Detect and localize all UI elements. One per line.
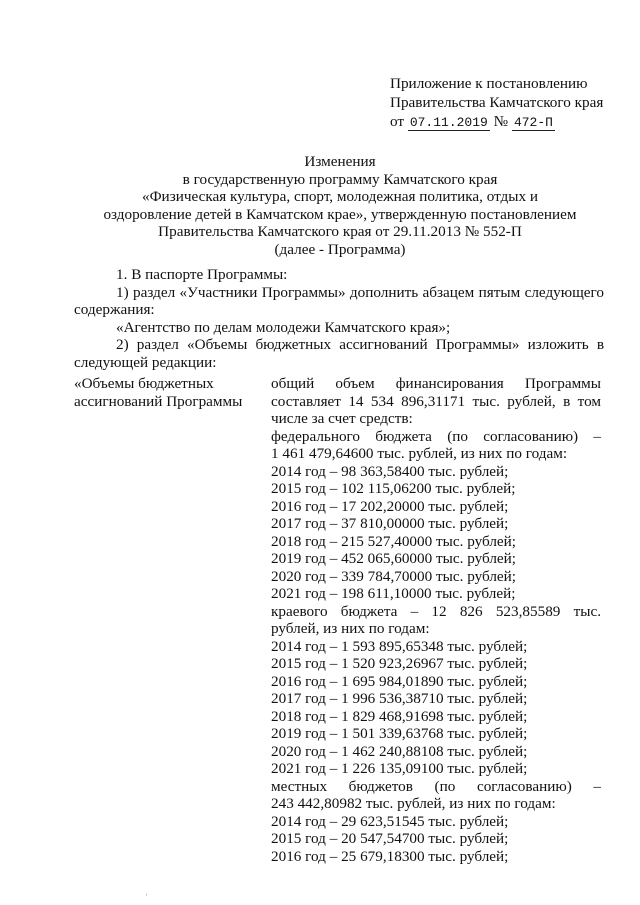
budget-line: 2018 год – 1 829 468,91698 тыс. рублей; (271, 707, 528, 725)
budget-line: 2018 год – 215 527,40000 тыс. рублей; (271, 532, 516, 550)
budget-line: 2016 год – 17 202,20000 тыс. рублей; (271, 497, 509, 515)
number-prefix: № (493, 113, 509, 130)
budget-line: 2015 год – 20 547,54700 тыс. рублей; (271, 830, 509, 847)
label-line: ассигнований Программы (74, 392, 243, 410)
budget-line: рублей, из них по годам: (271, 620, 430, 637)
appendix-header (390, 74, 603, 131)
appendix-line-2: Правительства Камчатского края (390, 94, 604, 111)
budget-line: 1 461 479,64600 тыс. рублей, из них по годам: (271, 445, 568, 462)
budget-line: 2016 год – 25 679,18300 тыс. рублей; (271, 847, 509, 865)
budget-line: 2020 год – 1 462 240,88108 тыс. рублей; (271, 742, 528, 760)
budget-line: 2016 год – 1 695 984,01890 тыс. рублей; (271, 672, 528, 690)
date-value: 07.11.2019 (409, 115, 488, 130)
number-value: 472-П (513, 115, 553, 130)
budget-table-label (74, 375, 264, 410)
paragraph-2-line-1: 1) раздел «Участники Программы» дополнить абзацем пятым следующего (116, 283, 604, 301)
budget-line: 2020 год – 339 784,70000 тыс. рублей; (271, 567, 516, 585)
title-line: оздоровление детей в Камчатском крае», утвержденную постановлением (103, 205, 577, 223)
budget-line: местных бюджетов (по согласованию) – (271, 777, 601, 795)
paragraph-3: «Агентство по делам молодежи Камчатского края»; (116, 318, 451, 336)
label-line: «Объемы бюджетных (74, 375, 214, 392)
budget-line: федерального бюджета (по согласованию) – (271, 427, 601, 445)
document-title (70, 153, 610, 259)
paragraph-2-line-2: содержания: (74, 301, 155, 319)
budget-line: 2014 год – 29 623,51545 тыс. рублей; (271, 812, 509, 830)
budget-line: общий объем финансирования Программы (271, 375, 601, 392)
budget-line: 2015 год – 102 115,06200 тыс. рублей; (271, 480, 516, 497)
budget-line: 2019 год – 1 501 339,63768 тыс. рублей; (271, 725, 528, 742)
budget-line: 2017 год – 37 810,00000 тыс. рублей; (271, 515, 509, 532)
paragraph-4-line-1: 2) раздел «Объемы бюджетных ассигнований Программы» изложить в (116, 336, 604, 354)
budget-line: 2019 год – 452 065,60000 тыс. рублей; (271, 550, 516, 567)
appendix-line-1: Приложение к постановлению (390, 75, 588, 92)
appendix-date-line (390, 112, 603, 131)
scan-speck: ˌ (145, 885, 149, 896)
paragraph-1: 1. В паспорте Программы: (116, 266, 288, 283)
date-prefix: от (390, 113, 405, 130)
budget-line: 2015 год – 1 520 923,26967 тыс. рублей; (271, 655, 528, 672)
budget-line: краевого бюджета – 12 826 523,85589 тыс. (271, 602, 601, 620)
paragraph-4-line-2: следующей редакции: (74, 353, 217, 371)
budget-line: 2014 год – 98 363,58400 тыс. рублей; (271, 462, 509, 480)
title-line: (далее - Программа) (274, 240, 406, 258)
budget-line: 2014 год – 1 593 895,65348 тыс. рублей; (271, 637, 528, 655)
document-body (74, 266, 604, 372)
budget-line: 243 442,80982 тыс. рублей, из них по годам: (271, 795, 556, 812)
title-line: в государственную программу Камчатского края (182, 170, 498, 188)
budget-line: 2021 год – 1 226 135,09100 тыс. рублей; (271, 760, 528, 777)
budget-table-content (271, 375, 601, 865)
budget-line: 2017 год – 1 996 536,38710 тыс. рублей; (271, 690, 528, 707)
title-line: «Физическая культура, спорт, молодежная политика, отдых и (141, 188, 539, 206)
budget-line: составляет 14 534 896,31171 тыс. рублей, в том (271, 392, 601, 410)
title-line: Правительства Камчатского края от 29.11.2013 № 552-П (158, 223, 522, 241)
title-line: Изменения (304, 153, 376, 170)
budget-line: 2021 год – 198 611,10000 тыс. рублей; (271, 585, 516, 602)
budget-line: числе за счет средств: (271, 410, 413, 427)
